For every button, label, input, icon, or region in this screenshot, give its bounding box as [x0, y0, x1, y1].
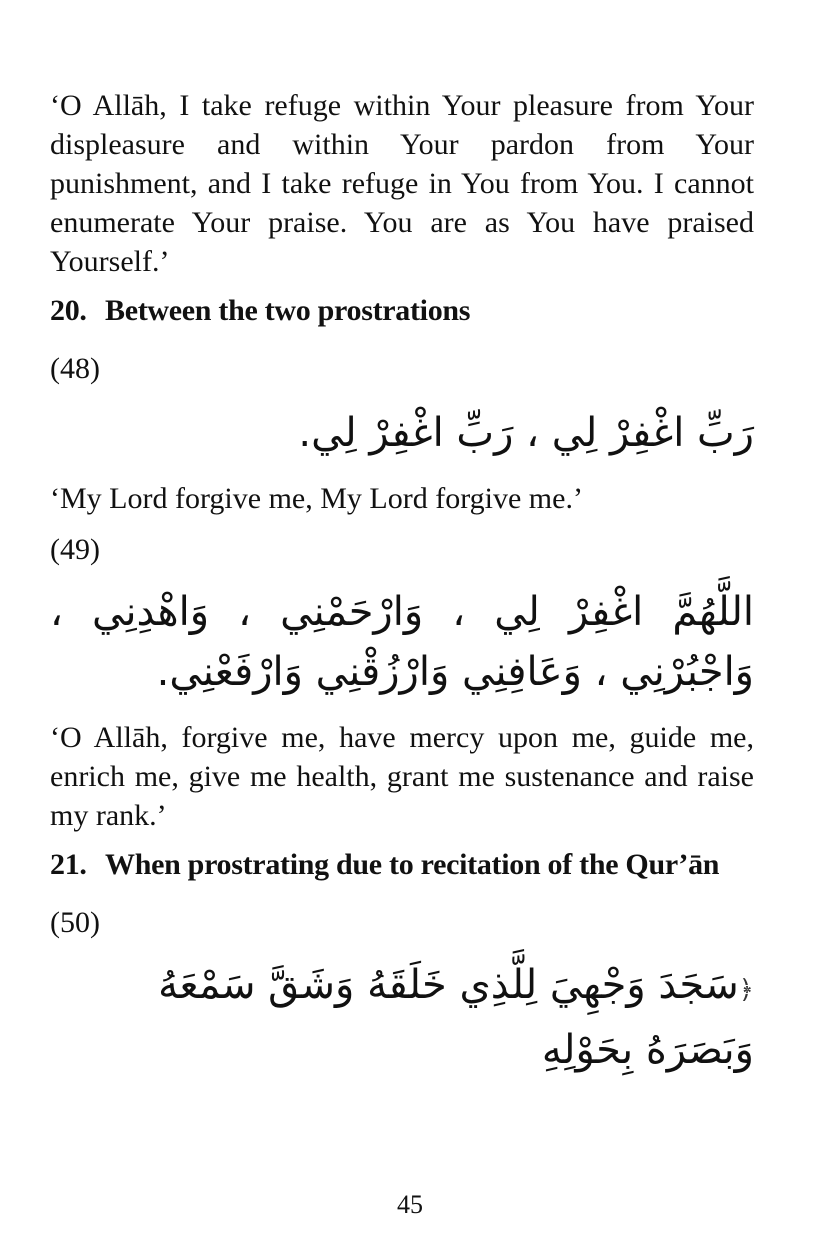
page-number: 45	[397, 1190, 423, 1219]
section-number: 21.	[50, 848, 87, 881]
translation-48: ‘My Lord forgive me, My Lord forgive me.’	[50, 482, 583, 515]
section-number: 20.	[50, 294, 87, 327]
page-content	[50, 86, 754, 1080]
arabic-verse-text: سَجَدَ وَجْهِيَ لِلَّذِي خَلَقَهُ وَشَقَّ سَمْعَهُ وَبَصَرَهُ بِحَوْلِهِ	[158, 962, 754, 1073]
section-heading-21	[50, 847, 754, 883]
arabic-supplication-49: اللَّهُمَّ اغْفِرْ لِي ، وَارْحَمْنِي ، وَاهْدِنِي ، وَاجْبُرْنِي ، وَعَافِنِي وَارْزُقْنِي وَارْفَعْنِي.	[50, 589, 754, 695]
quran-bracket-icon: ﴿	[738, 975, 754, 1005]
section-title: Between the two prostrations	[105, 294, 471, 327]
reference-number-49: (49)	[50, 533, 100, 566]
section-title: When prostrating due to recitation of the Qur’ān	[105, 848, 720, 881]
arabic-supplication-48: رَبِّ اغْفِرْ لِي ، رَبِّ اغْفِرْ لِي.	[298, 410, 754, 456]
paragraph-translation-47: ‘O Allāh, I take refuge within Your pleasure from Your displeasure and within Your pardon from Your punishment, and I take refuge in You from You. I cannot enumerate Your praise. You are as You have praised Yourself.’	[50, 89, 754, 278]
arabic-verse-50	[50, 955, 754, 1080]
translation-49: ‘O Allāh, forgive me, have mercy upon me, guide me, enrich me, give me health, grant me sustenance and raise my rank.’	[50, 721, 754, 832]
reference-number-50: (50)	[50, 906, 100, 939]
reference-number-48: (48)	[50, 352, 100, 385]
section-heading-20	[50, 293, 754, 329]
